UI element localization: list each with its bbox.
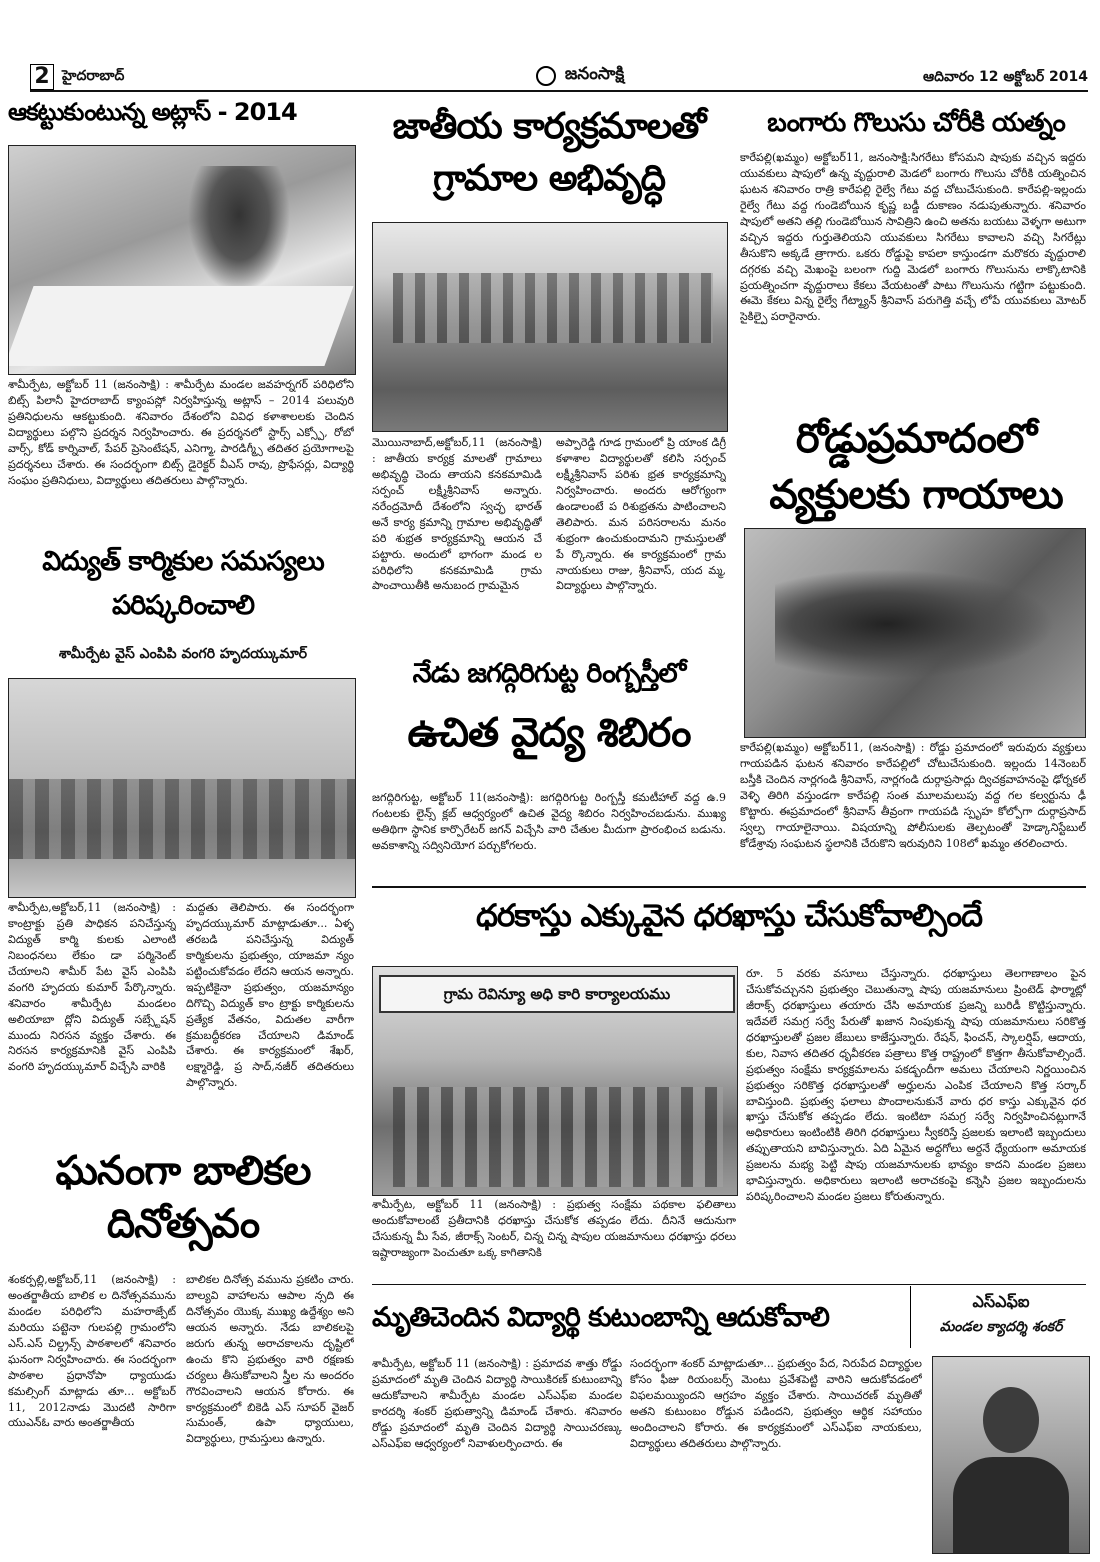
electricity-headline-2: పరిష్కరించాలి — [111, 590, 255, 621]
accident-body: కారేపల్లి(ఖమ్మం) అక్టోబర్11, (జనంసాక్షి) : రోడ్డు ప్రమాదంలో ఇరువురు వ్యక్తులు గాయపడిన ఘటన శనివారం కారేపల్లిలో చోటుచేసుకుంది. ఇల్లందు 14నెంబర్ బస్తీకి చెందిన నార్లగండి శ్రీనివాస్, నార్లగండి దుర్గాప్రసాద్లు ద్విచక్రవాహనంపై ఢోర్నకల్ వెళ్ళి తిరిగి వస్తుండగా కారేపల్లి సంత మూలమలుపు వద్ద గల కల్వర్టును ఢీ కొట్టారు. ఈప్రమాదంలో శ్రీనివాస్ తీవ్రంగా గాయపడి స్పృహ కోల్పోగా దుర్గాప్రసాద్ స్వల్ప గాయాలైనాయి. విషయాన్ని పోలీసులకు తెల్పటంతో హెడ్కానిస్టేబుల్ కోడేశ్రావు సంఘటన స్థలానికి చేరుకొని ఇరువురిని 108లో ఖమ్మం తరలించారు. — [740, 741, 1086, 850]
girl-day-body-col2: బాలికల దినోత్స వమును ప్రకటిం చారు. బాల్యవి వాహాలను ఆపాల న్సది ఈ దినోత్సవం యొక్క ముఖ్య ఉద్దేశ్యం అని ఆయన అన్నారు. నేడు బాలికలపై జరుగు తున్న అరాచకాలను దృష్టిలో ఉంచు కొని ప్రభుత్వం వారి రక్షణకు చర్యలు తీసుకోవాలని స్త్రీల ను అందరం గౌరవించాలని ఆయన కోరారు. ఈ కార్యక్రమంలో బికెడి ఎస్ సూపర్ వైజర్ సుమంత్, ఉపా ధ్యాయులు, విద్యార్థులు, గ్రామస్తులు ఉన్నారు. — [186, 1273, 354, 1446]
applications-photo — [372, 966, 738, 1196]
page-header — [30, 64, 1088, 90]
electricity-photo — [8, 678, 356, 898]
electricity-photo-crowd — [9, 779, 355, 859]
student-headline: మృతిచెందిన విద్యార్థి కుటుంబాన్ని ఆదుకోవాలి — [372, 1302, 829, 1333]
student-side-line1: ఎస్ఎఫ్ఐ — [972, 1292, 1030, 1311]
national-photo-people — [393, 273, 713, 343]
student-body-col1: శామీర్పేట, అక్టోబర్ 11 (జనంసాక్షి) : ప్రమాదవ శాత్తు రోడ్డు ప్రమాదంలో మృతి చెందిన విద్యార్థి సాయికిరణ్ కుటుంబాన్ని ఆదుకోవాలని శామీర్పేట మండల ఎస్ఎఫ్ఐ మండల కారదర్శి శంకర్ ప్రభుత్వాన్ని డిమాండ్ చేశారు. శనివారం రోడ్డు ప్రమాదంలో మృతి చెందిన విద్యార్థి సాయిచరణ్కు ఎస్ఎఫ్ఐ ఆధ్వర్యంలో నివాళులర్పించారు. ఈ — [372, 1357, 622, 1450]
atlas-photo-figure — [179, 166, 299, 306]
electricity-headline-1: విద్యుత్ కార్మికుల సమస్యలు — [42, 546, 324, 577]
electricity-body-col1: శామీర్పేట,అక్టోబర్,11 (జనంసాక్షి) : కాంట్రాక్టు ప్రతి పాధికన పనిచేస్తున్న విద్యుత్ కార్మి కులకు ఎలాంటి నిబంధనలు లేకుం డా పర్మినెంట్ చేయాలని శామీర్ పేట వైస్ ఎంపిపి వంగరి హృదయ కుమార్ పేర్కొన్నారు. శనివారం శామీర్పేట మండలం అలియాబా ద్లోని విద్యుత్ సబ్స్టేషన్ ముందు నిరసన వ్యక్తం చేశారు. ఈ నిరసన కార్యక్రమానికి వైస్ ఎంపిపి వంగరి హృదయ్కుమార్ విచ్చేసి వారికి — [8, 901, 176, 1074]
student-side-box — [910, 1286, 1091, 1348]
medical-headline-2: ఉచిత వైద్య శిబిరం — [407, 710, 691, 756]
national-headline-2: గ్రామాల అభివృద్ధి — [432, 158, 666, 199]
national-body-col1: మొయినాబాద్,అక్టోబర్,11 (జనంసాక్షి) : జాతీయ కార్యక్ర మాలతో గ్రామాలు అభివృద్ధి చెందు తాయని కనకమామిడి సర్పంచ్ లక్ష్మీశ్రీనివాస్ అన్నారు. నరేంద్రమోదీ దేశంలోని స్వచ్ఛ భారత్ అనే కార్య క్రమాన్ని గ్రామాల అభివృద్ధితో పరి శుభ్రత కార్యక్రమాన్ని ఆయన చే పట్టారు. అందులో భాగంగా మండ ల పరిధిలోని కనకమామిడి గ్రామ పాంచాయితీకి అనుబంద గ్రామమైన — [372, 436, 542, 593]
header-rule — [30, 90, 1088, 92]
applications-body-left: శామీర్పేట, అక్టోబర్ 11 (జనంసాక్షి) : ప్రభుత్వ సంక్షేమ పథకాల ఫలితాలు అందుకోవాలంటే ప్రతీదానికి ధరఖాస్తు చేసుకోక తప్పడం లేదు. దీనినే ఆదునుగా చేసుకున్న మీ సేవ, జీరాక్స్ సెంటర్, చిన్న చిన్న షాపుల యజమానులు ధరఖాస్తు ధరలు ఇష్టారాజ్యంగా పెంచుతూ ఒక్క కాగితానికి — [372, 1198, 736, 1259]
masthead-logo-icon — [536, 66, 556, 86]
masthead-title: జనంసాక్షి — [564, 64, 625, 84]
applications-body-right: రూ. 5 వరకు వసూలు చేస్తున్నారు. ధరఖాస్తులు తెలగాణాలం పైన చేసుకోవచ్చునని ప్రభుత్వం చెబుతున్నా షాపు యజమానులు ప్రింటెడ్ ఫార్మాట్లో జీరాక్స్ ధరఖాస్తులు తయారు చేసి అమాయక ప్రజన్ని బురిడీ కొట్టిస్తున్నారు. ఇదేవలే సమగ్ర సర్వే పేరుతో ఖజాన నింపుకున్న షాపు యజమానులు సరికొత్త ధరఖాస్తులతో ప్రజల జేబులు కాజేస్తున్నారు. రేషన్, ఫించన్, స్కాలర్షిప్, ఆదాయ, కుల, నివాస తదితర ధృవీకరణ పత్రాలు కొత్త రాష్ట్రంలో కొత్తగా తీసుకోవాల్సిందే. ప్రభుత్వం సంక్షేమ కార్యక్రమాలను పకడ్బందీగా అమలు చేయాలని నిర్ణయించిన ప్రభుత్వం సరికొత్త ధరఖాస్తులతో అర్హులను ఎంపిక చేయాలని కొత్త సర్కార్ బావిస్తుంది. ప్రభుత్వ ఫలాలు పొందాలనుకునే వారు ధర కాస్తు ఎక్కువైన ధర ఖాస్తు చేసుకోక తప్పడం లేదు. ఇంటిటా సమగ్ర సర్వే నిర్వహించినట్లుగానే అధికారులు ఇంటింటికి తిరిగి ధరఖాస్తులు స్వీకరిస్తే ప్రజలకు ఇలాంటి ఇబ్బందులు తప్పుతాయని బావిస్తున్నారు. ఏది ఏమైన అధ్దగోలు అర్దనే ధ్యేయంగా అమాయక ప్రజలను మభ్య పెట్టి షాపు యజమానులకు భావ్యం కాదని మండల ప్రజలు భావిస్తున్నారు. అధికారులు ఇలాంటి అరాచకంపై కన్నెసి ప్రజల ఇబ్బందులను పరిష్కరించాలని మండల ప్రజలు కోరుతున్నారు. — [746, 967, 1086, 1204]
electricity-body-col2: మద్దతు తెలిపారు. ఈ సందర్భంగా హృదయ్కుమార్ మాట్లాడుతూ... ఏళ్ళ తరబడి పనిచేస్తున్న విద్యుత్ కార్మికులను ప్రభుత్వం, యాజమా న్యం పట్టించుకోవడం లేదని ఆయన అన్నారు. ఇప్పటికైనా ప్రభుత్వం, యజమాన్యం దిగొచ్చి విద్యుత్ కాం ట్రాక్టు కార్మికులను ప్రత్యేక వేతనం, విదుతల వారీగా క్రమబద్ధీకరణ చేయాలని డిమాండ్ చేశారు. ఈ కార్యక్రమంలో శేఖర్, లక్ష్మారెడ్డి, ప్ర సాద్,నజీర్ తదితరులు పాల్గొన్నారు. — [186, 901, 354, 1090]
accident-headline-2: వ్యక్తులకు గాయాలు — [769, 472, 1063, 518]
student-photo-head — [983, 1387, 1039, 1453]
national-headline-1: జాతీయ కార్యక్రమాలతో — [392, 106, 706, 147]
medical-body: జగద్గిరిగుట్ట, అక్టోబర్ 11(జనంసాక్షి): జగద్గిరిగుట్ట రింగ్బస్తీ కమటీహాల్ వద్ద ఉ.9 గంటలకు లైన్స్ క్లబ్ ఆధ్వర్యంలో ఉచిత వైద్య శిబిరం నిర్వహించబడును. ముఖ్య అతిథిగా స్థానిక కార్పొరేటర్ జగన్ విచ్చేసి వారి చేతుల మీదుగా ప్రారంభించ బడును. అవకాశాన్ని సద్వినియోగ పర్చుకోగలరు. — [372, 791, 726, 852]
office-sign: గ్రామ రెవిన్యూ అధి కారి కార్యాలయము — [379, 975, 735, 1013]
atlas-photo-sheet — [8, 286, 354, 366]
section-rule — [372, 886, 1086, 888]
medical-headline-1: నేడు జగద్గిరిగుట్ట రింగ్బస్తీలో — [412, 658, 686, 689]
atlas-body: శామీర్పేట, అక్టోబర్ 11 (జనంసాక్షి) : శామీర్పేట మండల జవహర్నగర్ పరిధిలోని బిట్స్ పిలానీ హైదరాబాద్ క్యాంపస్లో నిర్వహిస్తున్న అట్లాస్ – 2014 పలువురి ప్రతినిధులను ఆకట్టుకుంది. శనివారం దేశంలోని వివిధ కళాశాలలకు చెందిన విద్యార్థులు పల్గొని ప్రదర్శన నిర్వహించారు. ఈ ప్రదర్శనలో స్టార్స్ ఎక్స్పో, రోబో వార్స్, కోడ్ కార్నివాల్, పేపర్ ప్రెసెంటేషన్, ఎనిగ్మా, పారడిగ్మ్సీ తదితర ప్రయోగాలపై ప్రదర్శనలు చేశారు. ఈ సందర్భంగా బిట్స్ డైరెక్టర్ వీఎస్ రావు, ప్రొఫేసర్లు, విద్యార్థి సంఘం ప్రతినిధులు, విద్యార్థులు తదితరులు పాల్గొన్నారు. — [8, 378, 354, 487]
city-label: హైదరాబాద్ — [62, 68, 125, 84]
atlas-headline: ఆకట్టుకుంటున్న అట్లాస్ - 2014 — [8, 98, 297, 126]
accident-photo — [744, 528, 1086, 738]
girl-day-body-col1: శంకర్పల్లి,అక్టోబర్,11 (జనంసాక్షి) : అంతర్జాతీయ బాలిక ల దినోత్సవమును మండల పరిధిలోని మహరాజ్పేట్ మరియు పట్టెనా గులపల్లి గ్రామంలోని ఎస్.ఎస్ చిల్డ్రన్స్ పాఠశాలలో శనివారం ఘనంగా నిర్వహించారు. ఈ సందర్భంగా పాఠశాల ప్రధానోపా ధ్యాయుడు కమల్సింగ్ మాట్లాడు తూ... అక్టోబర్ 11, 2012నాడు మొదటి సారిగా యుఎన్ఓ వారు అంతర్జాతీయ — [8, 1273, 176, 1430]
student-side-line2: మండల క్యాదర్శి శంకర్ — [939, 1319, 1063, 1335]
student-body-col2: సందర్భంగా శంకర్ మాట్లాడుతూ... ప్రభుత్వం పేద, నిరుపేద విద్యార్థుల కోసం ఫీజు రియంబర్స్ మెంటు ప్రవేశపెట్టి వారిని ఆదుకోవడంలో విఫలమయ్యిందని ఆగ్రహం వ్యక్తం చేశారు. సాయిచరణ్ మృతితో అతని కుటుంబం రోడ్డున పడిందని, ప్రభుత్వం ఆర్థిక సహాయం అందించాలని కోరారు. ఈ కార్యక్రమంలో ఎస్ఎఫ్ఐ నాయకులు, విద్యార్థులు తదితరులు పాల్గొన్నారు. — [630, 1357, 922, 1450]
issue-date: ఆదివారం 12 అక్టోబర్ 2014 — [922, 69, 1088, 85]
national-photo — [372, 222, 728, 432]
applications-photo-crowd — [393, 1087, 723, 1187]
girl-day-headline-2: దినోత్సవం — [106, 1201, 260, 1247]
bottom-rule — [372, 1284, 1086, 1285]
accident-headline-1: రోడ్డుప్రమాదంలో — [795, 416, 1037, 462]
student-photo-body — [953, 1457, 1069, 1553]
gold-chain-headline: బంగారు గొలుసు చోరీకి యత్నం — [767, 108, 1065, 138]
page-number: 2 — [30, 64, 54, 90]
electricity-subhead: శామీర్పేట వైస్ ఎంపిపి వంగరి హృదయ్కుమార్ — [58, 646, 308, 662]
girl-day-headline-1: ఘనంగా బాలికల — [55, 1148, 311, 1194]
masthead — [500, 64, 660, 88]
student-photo — [932, 1356, 1090, 1554]
accident-photo-figure — [775, 569, 1055, 679]
applications-headline: ధరకాస్తు ఎక్కువైన ధరఖాస్తు చేసుకోవాల్సిందే — [476, 898, 982, 934]
gold-chain-body: కారేపల్లి(ఖమ్మం) అక్టోబర్11, జనంసాక్షి:సిగరేటు కోసమని షాపుకు వచ్చిన ఇద్దరు యువకులు షాపులో ఉన్న వృద్దురాలి మెడలో బంగారు గొలుసు చోరీకి యత్నించిన ఘటన శనివారం రాత్రి కారేపల్లి రైల్వే గేటు వద్ద చోటుచేసుకుంది. కారేపల్లి-ఇల్లందు రైల్వే గేటు వద్ద గుండెబోయిన కృష్ణ బడ్డీ దుకాణం నడుపుతున్నారు. శనివారం షాపులో అతని తల్లి గుండెబోయిన సావిత్రిని ఉంచి అతను బయటు వెళ్ళగా అటుగా వచ్చిన ఇద్దరు గుర్తుతెలియని యువకులు సిగరేటు కావాలని వచ్చి సిగరేట్లు తీసుకొని అక్కడే త్రాగారు. ఒకరు రోడ్డుపై కాపలా కాస్తుండగా మరొకరు వృద్దురాలి దగ్గరకు వచ్చి మెఖంపై బలంగా గుద్ది మెడలో బంగారు గొలుసును లాక్కొటానికి ప్రయత్నించగా వృద్దురాలు కేకలు వేయటంతో పాటు గొలుసును గట్టిగా పట్టుకుంది. ఈమె కేకలు విన్న రైల్వే గేట్మ్యాన్ శ్రీనివాస్ పరుగెత్తి వచ్చే లోపే యువకులు మోటర్ సైకిల్పై పరారైనారు. — [740, 151, 1086, 324]
atlas-photo — [8, 145, 356, 375]
national-body-col2: అప్పారెడ్డి గూడ గ్రామంలో ప్రి యాంక డిగ్రీ కళాశాల విద్యార్థులతో కలిసి సర్పంచ్ లక్ష్మీశ్రీనివాస్ పరిశు భ్రత కార్యక్రమాన్ని నిర్వహించారు. అందరు ఆరోగ్యంగా ఉండాలంటే ప రిశుభ్రతను పాటించాలని తెలిపారు. మన పరిసరాలను మనం శుభ్రంగా ఉంచుకుందామని గ్రామస్తులతో పే ర్కొన్నారు. ఈ కార్యక్రమంలో గ్రామ నాయకులు రాజు, శ్రీనివాస్, యద మ్మ, విద్యార్థులు పాల్గొన్నారు. — [556, 436, 726, 593]
